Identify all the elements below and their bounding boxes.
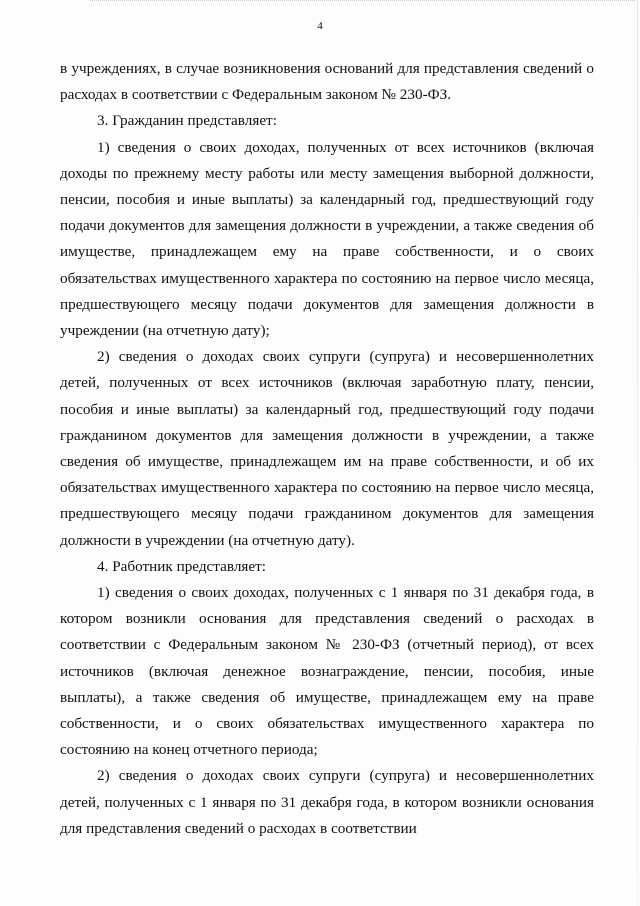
page-number: 4 <box>317 20 323 32</box>
scan-edge-right <box>637 0 638 906</box>
paragraph-continuation: в учреждениях, в случае возникновения оснований для представления сведений о расходах в соответствии с Федеральным законом № 230-ФЗ. <box>60 60 594 104</box>
body-text <box>60 56 594 842</box>
paragraph-4-2: 2) сведения о доходах своих супруги (супруга) и несовершеннолетних детей, полученных с 1 января по 31 декабря года, в котором возникли основания для представления сведений о расходах в соответствии <box>60 767 594 837</box>
paragraph-section-4-heading: 4. Работник представляет: <box>97 557 266 575</box>
paragraph-4-1: 1) сведения о своих доходах, полученных с 1 января по 31 декабря года, в котором возникли основания для представления сведений о расходах в соответствии с Федеральным законом № 230-ФЗ (отчетный период), от всех источников (включая денежное вознаграждение, пенсии, пособия, иные выплаты), а также сведения об имуществе, принадлежащем ему на праве собственности, и о своих обязательствах имущественного характера по состоянию на конец отчетного периода; <box>60 584 594 759</box>
paragraph-3-2: 2) сведения о доходах своих супруги (супруга) и несовершеннолетних детей, полученных от всех источников (включая заработную плату, пенсии, пособия и иные выплаты) за календарный год, предшествующий году подачи гражданином документов для замещения должности в учреждении, а также сведения об имуществе, принадлежащем им на праве собственности, и об их обязательствах имущественного характера по состоянию на первое число месяца, предшествующего месяцу подачи гражданином документов для замещения должности в учреждении (на отчетную дату). <box>60 348 594 549</box>
paragraph-section-3-heading: 3. Гражданин представляет: <box>97 112 277 130</box>
paragraph-3-1: 1) сведения о своих доходах, полученных от всех источников (включая доходы по прежнему месту работы или месту замещения выборной должности, пенсии, пособия и иные выплаты) за календарный год, предшествующий году подачи документов для замещения должности в учреждении, а также сведения об имуществе, принадлежащем ему на праве собственности, и о своих обязательствах имущественного характера по состоянию на первое число месяца, предшествующего месяцу подачи документов для замещения должности в учреждении (на отчетную дату); <box>60 138 594 340</box>
scan-edge-top <box>90 0 635 2</box>
